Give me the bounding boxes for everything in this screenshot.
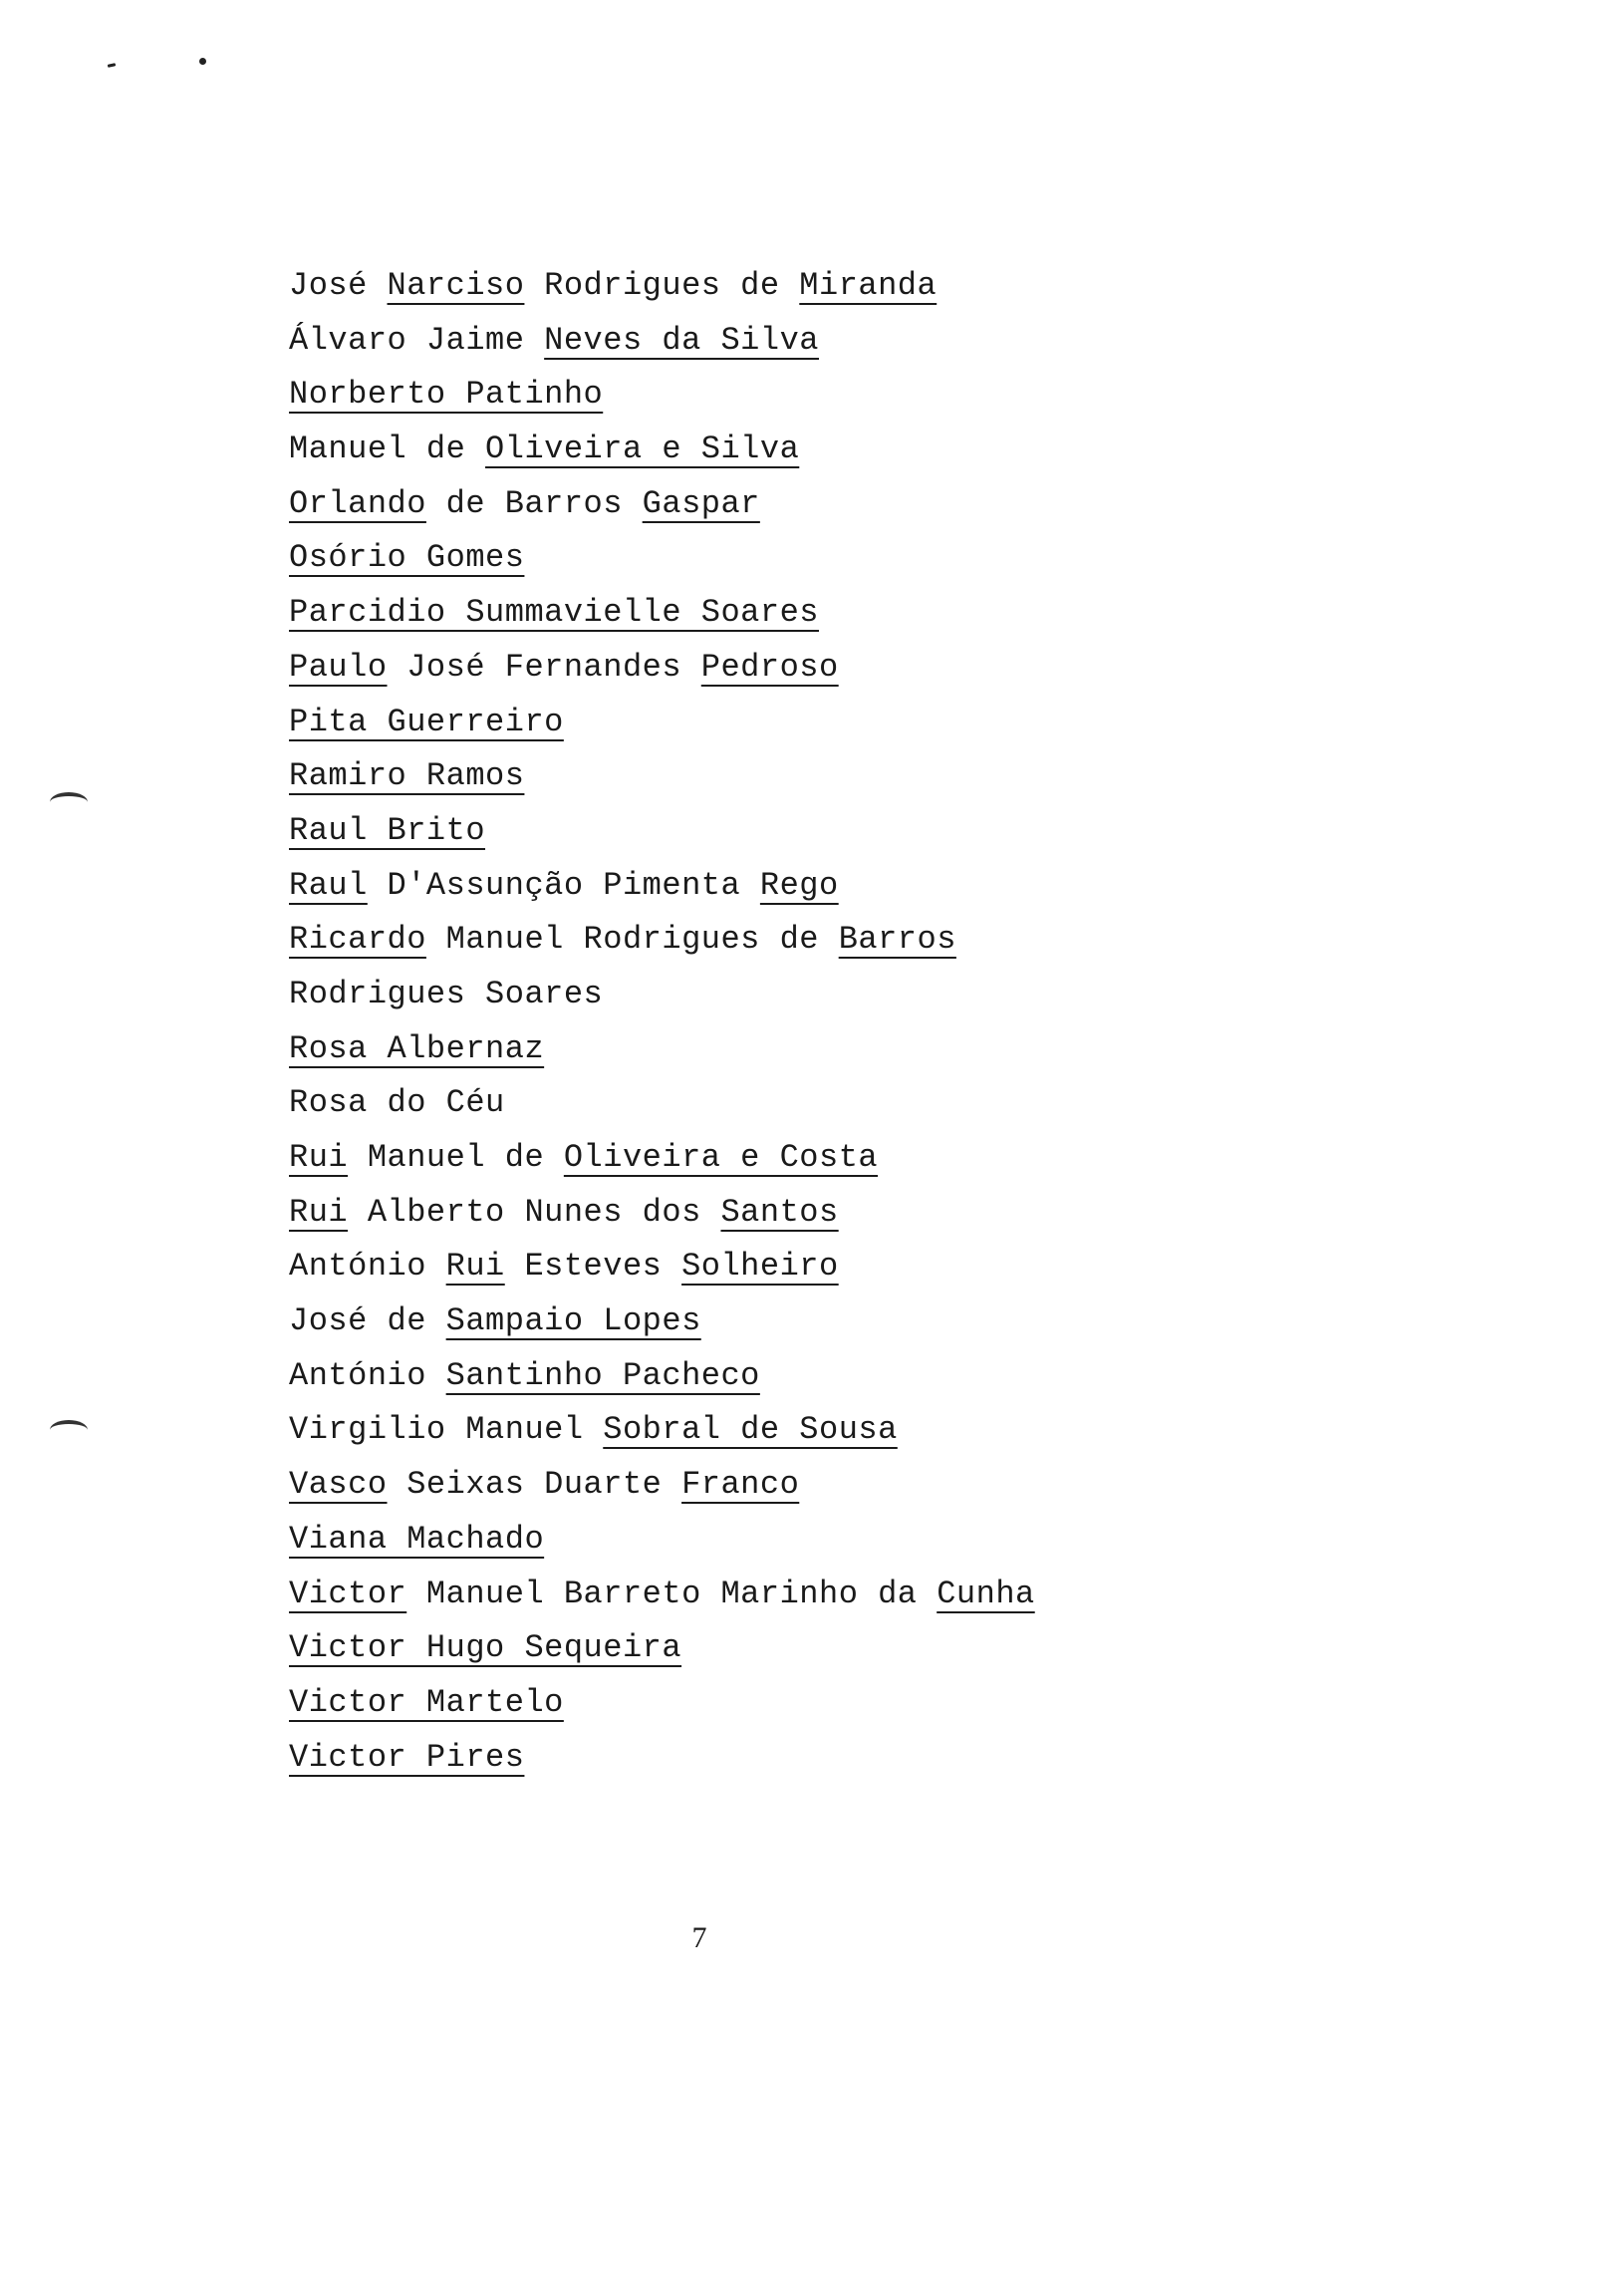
name-entry [289, 1076, 1035, 1131]
underlined-name-part: Narciso [387, 267, 525, 304]
name-entry [289, 859, 1035, 914]
name-entry [289, 1568, 1035, 1622]
underlined-name-part: Neves da Silva [544, 321, 819, 359]
underlined-name-part: Ricardo [289, 921, 426, 959]
underlined-name-part: Victor Martelo [289, 1683, 564, 1721]
name-part: de Barros [425, 484, 643, 522]
underlined-name-part: Barros [838, 921, 956, 959]
underlined-name-part: Rosa Albernaz [289, 1029, 545, 1067]
scan-speck [108, 63, 116, 68]
underlined-name-part: Rui [445, 1248, 505, 1286]
name-entry [289, 696, 1035, 750]
name-entry [289, 1621, 1035, 1676]
name-part: António [289, 1248, 446, 1286]
name-part: Manuel de [289, 430, 486, 468]
underlined-name-part: Santinho Pacheco [445, 1356, 760, 1394]
name-part: Rosa do Céu [289, 1084, 505, 1122]
underlined-name-part: Vasco [289, 1466, 388, 1504]
name-entry [289, 423, 1035, 477]
underlined-name-part: Oliveira e Costa [563, 1139, 879, 1176]
name-entry [289, 1458, 1035, 1513]
underlined-name-part: Cunha [937, 1575, 1035, 1612]
name-entry [289, 259, 1035, 314]
name-entry [289, 477, 1035, 532]
underlined-name-part: Orlando [289, 484, 426, 522]
name-part: Manuel Rodrigues de [425, 921, 839, 959]
name-entry [289, 1513, 1035, 1568]
underlined-name-part: Parcidio Summavielle Soares [289, 594, 819, 632]
punch-hole-mark [50, 1420, 88, 1440]
underlined-name-part: Rui [289, 1193, 349, 1231]
name-entry [289, 531, 1035, 586]
scan-dot [199, 58, 206, 65]
name-entry [289, 586, 1035, 641]
underlined-name-part: Victor Pires [289, 1738, 525, 1776]
underlined-name-part: Sobral de Sousa [603, 1411, 898, 1449]
name-part: Rodrigues Soares [289, 975, 604, 1012]
underlined-name-part: Paulo [289, 648, 388, 686]
underlined-name-part: Victor Hugo Sequeira [289, 1629, 682, 1667]
underlined-name-part: Osório Gomes [289, 539, 525, 577]
name-part: Manuel Barreto Marinho da [406, 1575, 938, 1612]
underlined-name-part: Rego [759, 866, 839, 904]
name-part: Manuel de [348, 1139, 564, 1176]
name-entry [289, 749, 1035, 804]
name-entry [289, 1186, 1035, 1241]
underlined-name-part: Franco [681, 1466, 800, 1504]
name-entry [289, 641, 1035, 696]
name-entry [289, 314, 1035, 369]
name-entry [289, 1676, 1035, 1731]
underlined-name-part: Oliveira e Silva [485, 430, 800, 468]
name-entry [289, 913, 1035, 968]
name-entry [289, 1022, 1035, 1077]
underlined-name-part: Gaspar [642, 484, 760, 522]
underlined-name-part: Sampaio Lopes [445, 1302, 701, 1340]
name-part: Virgilio Manuel [289, 1411, 604, 1449]
underlined-name-part: Raul [289, 866, 368, 904]
page-number: 7 [691, 1921, 707, 1954]
name-entry [289, 368, 1035, 423]
punch-hole-mark [50, 792, 88, 812]
name-part: Álvaro Jaime [289, 321, 545, 359]
underlined-name-part: Santos [720, 1193, 839, 1231]
name-part: D'Assunção Pimenta [367, 866, 760, 904]
name-entry [289, 1131, 1035, 1186]
name-part: Esteves [504, 1248, 682, 1286]
underlined-name-part: Solheiro [681, 1248, 839, 1286]
names-list [289, 259, 1035, 1785]
underlined-name-part: Raul Brito [289, 811, 486, 849]
underlined-name-part: Victor [289, 1575, 407, 1612]
name-entry [289, 1349, 1035, 1404]
underlined-name-part: Rui [289, 1139, 349, 1176]
underlined-name-part: Ramiro Ramos [289, 757, 525, 795]
name-entry [289, 1731, 1035, 1786]
underlined-name-part: Norberto Patinho [289, 376, 604, 414]
name-part: Rodrigues de [524, 267, 800, 304]
name-part: Alberto Nunes dos [348, 1193, 721, 1231]
name-part: Seixas Duarte [387, 1466, 682, 1504]
underlined-name-part: Viana Machado [289, 1520, 545, 1558]
underlined-name-part: Miranda [799, 267, 938, 304]
name-part: António [289, 1356, 446, 1394]
name-entry [289, 968, 1035, 1022]
name-part: José Fernandes [387, 648, 701, 686]
name-part: José [289, 267, 368, 304]
name-entry [289, 804, 1035, 859]
name-entry [289, 1294, 1035, 1349]
name-entry [289, 1240, 1035, 1294]
name-entry [289, 1403, 1035, 1458]
underlined-name-part: Pedroso [700, 648, 839, 686]
name-part: José de [289, 1302, 446, 1340]
name-part [368, 267, 388, 304]
underlined-name-part: Pita Guerreiro [289, 703, 564, 740]
